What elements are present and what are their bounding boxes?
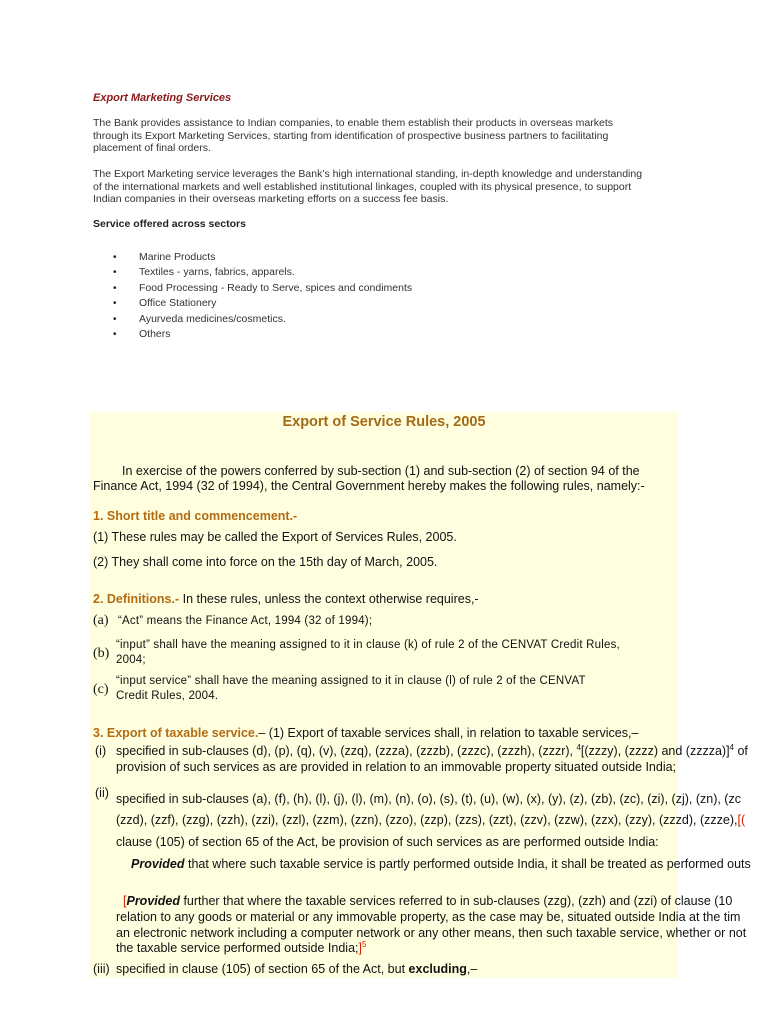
footnote-marker: 4 [729, 742, 734, 752]
clause-i-line-1 [116, 744, 748, 759]
preamble-line-2: Finance Act, 1994 (32 of 1994), the Central Government hereby makes the following rules, namely:- [93, 479, 645, 493]
paragraph-line: The Bank provides assistance to Indian companies, to enable them establish their products in overseas markets [93, 117, 614, 129]
clause-iii-text: specified in clause (105) of section 65 of the Act, but [116, 962, 409, 976]
sector-item: • Food Processing - Ready to Serve, spices and condiments [113, 281, 412, 296]
footnote-marker: 5 [361, 939, 367, 949]
clause-i-label: (i) [95, 744, 107, 758]
proviso-2-text: the taxable service performed outside India; [116, 941, 359, 955]
clause-iii-label: (iii) [93, 962, 110, 976]
definition-b-line-2: 2004; [116, 654, 146, 666]
clause-i-amended-text: [(zzzy), (zzzz) and (zzzza)] [580, 744, 730, 758]
section-2-intro: In these rules, unless the context otherwise requires,- [179, 592, 479, 606]
section-2-heading: 2. Definitions.- [93, 592, 180, 606]
proviso-keyword: Provided [126, 894, 180, 908]
proviso-2-line-1 [123, 894, 732, 909]
paragraph-line: The Export Marketing service leverages the Bank’s high international standing, in-depth knowledge and understanding [93, 168, 643, 180]
export-marketing-paragraph-1 [93, 117, 683, 155]
paragraph-line: through its Export Marketing Services, starting from identification of prospective business partners to facilitating [93, 129, 609, 142]
clause-ii-text: (zzd), (zzf), (zzg), (zzh), (zzi), (zzl), (zzm), (zzn), (zzo), (zzp), (zzs), (zzt), (zzv), (zzw), (zzx), (zzy), (zzzd), (zzze), [116, 813, 738, 827]
clause-i-tail: of [734, 744, 748, 758]
section-1-clause-2: (2) They shall come into force on the 15th day of March, 2005. [93, 555, 438, 569]
sectors-heading: Service offered across sectors [93, 218, 246, 230]
section-1-clause-1: (1) These rules may be called the Export of Services Rules, 2005. [93, 530, 457, 544]
section-3-intro: – (1) Export of taxable services shall, in relation to taxable services,– [258, 726, 639, 740]
proviso-2-line-2: relation to any goods or material or any immovable property, as the case may be, situated outside India at the tim [116, 910, 741, 924]
export-marketing-paragraph-2 [93, 168, 683, 206]
clause-iii-tail: ,– [466, 962, 478, 976]
definition-c-line-2: Credit Rules, 2004. [116, 690, 219, 702]
section-1-heading: 1. Short title and commencement.- [93, 509, 298, 523]
section-2-line [93, 592, 479, 607]
section-3-heading: 3. Export of taxable service. [93, 726, 259, 740]
paragraph-line: Indian companies in their overseas marketing efforts on a success fee basis. [93, 193, 449, 205]
proviso-2-text: further that where the taxable services referred to in sub-clauses (zzg), (zzh) and (zzi) of clause (10 [179, 894, 733, 908]
amendment-bracket: [ [123, 894, 127, 908]
amendment-bracket: [( [737, 813, 746, 827]
proviso-1 [131, 857, 751, 872]
clause-iii-line [116, 962, 477, 977]
proviso-2-line-4 [116, 941, 366, 956]
rules-title: Export of Service Rules, 2005 [282, 414, 486, 430]
clause-i-line-2: provision of such services as are provided in relation to an immovable property situated outside India; [116, 760, 677, 774]
section-3-line [93, 726, 638, 741]
sector-item: • Others [113, 327, 412, 342]
clause-ii-line-1: specified in sub-clauses (a), (f), (h), (l), (j), (l), (m), (n), (o), (s), (t), (u), (w), (x), (y), (z), (zb), (zc), (zi), (zj), (zn), (zc [116, 792, 741, 806]
sectors-list [113, 250, 412, 342]
sector-item: • Office Stationery [113, 296, 412, 311]
definition-b-label: (b) [93, 646, 110, 661]
definition-a-label: (a) [93, 613, 109, 628]
clause-i-text: specified in sub-clauses (d), (p), (q), (v), (zzq), (zzza), (zzzb), (zzzc), (zzzh), (zzzr), [116, 744, 577, 758]
export-marketing-title: Export Marketing Services [93, 92, 232, 104]
clause-ii-line-2 [116, 813, 745, 828]
sector-item: • Marine Products [113, 250, 412, 265]
definition-b-line-1: “input” shall have the meaning assigned to it in clause (k) of rule 2 of the CENVAT Credit Rules, [116, 639, 620, 651]
amendment-bracket: ] [358, 941, 362, 955]
proviso-2-line-3: an electronic network including a computer network or any other means, then such taxable service, whether or not [116, 926, 747, 940]
clause-ii-line-3: clause (105) of section 65 of the Act, be provision of such services as are performed outside India: [116, 835, 659, 849]
paragraph-line: placement of final orders. [93, 142, 211, 154]
sector-item: • Textiles - yarns, fabrics, apparels. [113, 265, 412, 280]
definition-a-text: “Act” means the Finance Act, 1994 (32 of 1994); [118, 615, 373, 627]
footnote-marker: 4 [576, 742, 581, 752]
proviso-1-text: that where such taxable service is partly performed outside India, it shall be treated as performed outs [184, 857, 751, 871]
paragraph-line: of the international markets and well established institutional linkages, coupled with its physical presence, to support [93, 180, 632, 193]
clause-iii-keyword: excluding [408, 962, 467, 976]
definition-c-line-1: “input service” shall have the meaning assigned to it in clause (l) of rule 2 of the CENVAT [116, 675, 586, 687]
definition-c-label: (c) [93, 682, 109, 697]
sector-item: • Ayurveda medicines/cosmetics. [113, 312, 412, 327]
preamble-line-1: In exercise of the powers conferred by sub-section (1) and sub-section (2) of section 94 of the [122, 464, 640, 478]
clause-ii-label: (ii) [95, 786, 109, 800]
proviso-keyword: Provided [131, 857, 185, 871]
